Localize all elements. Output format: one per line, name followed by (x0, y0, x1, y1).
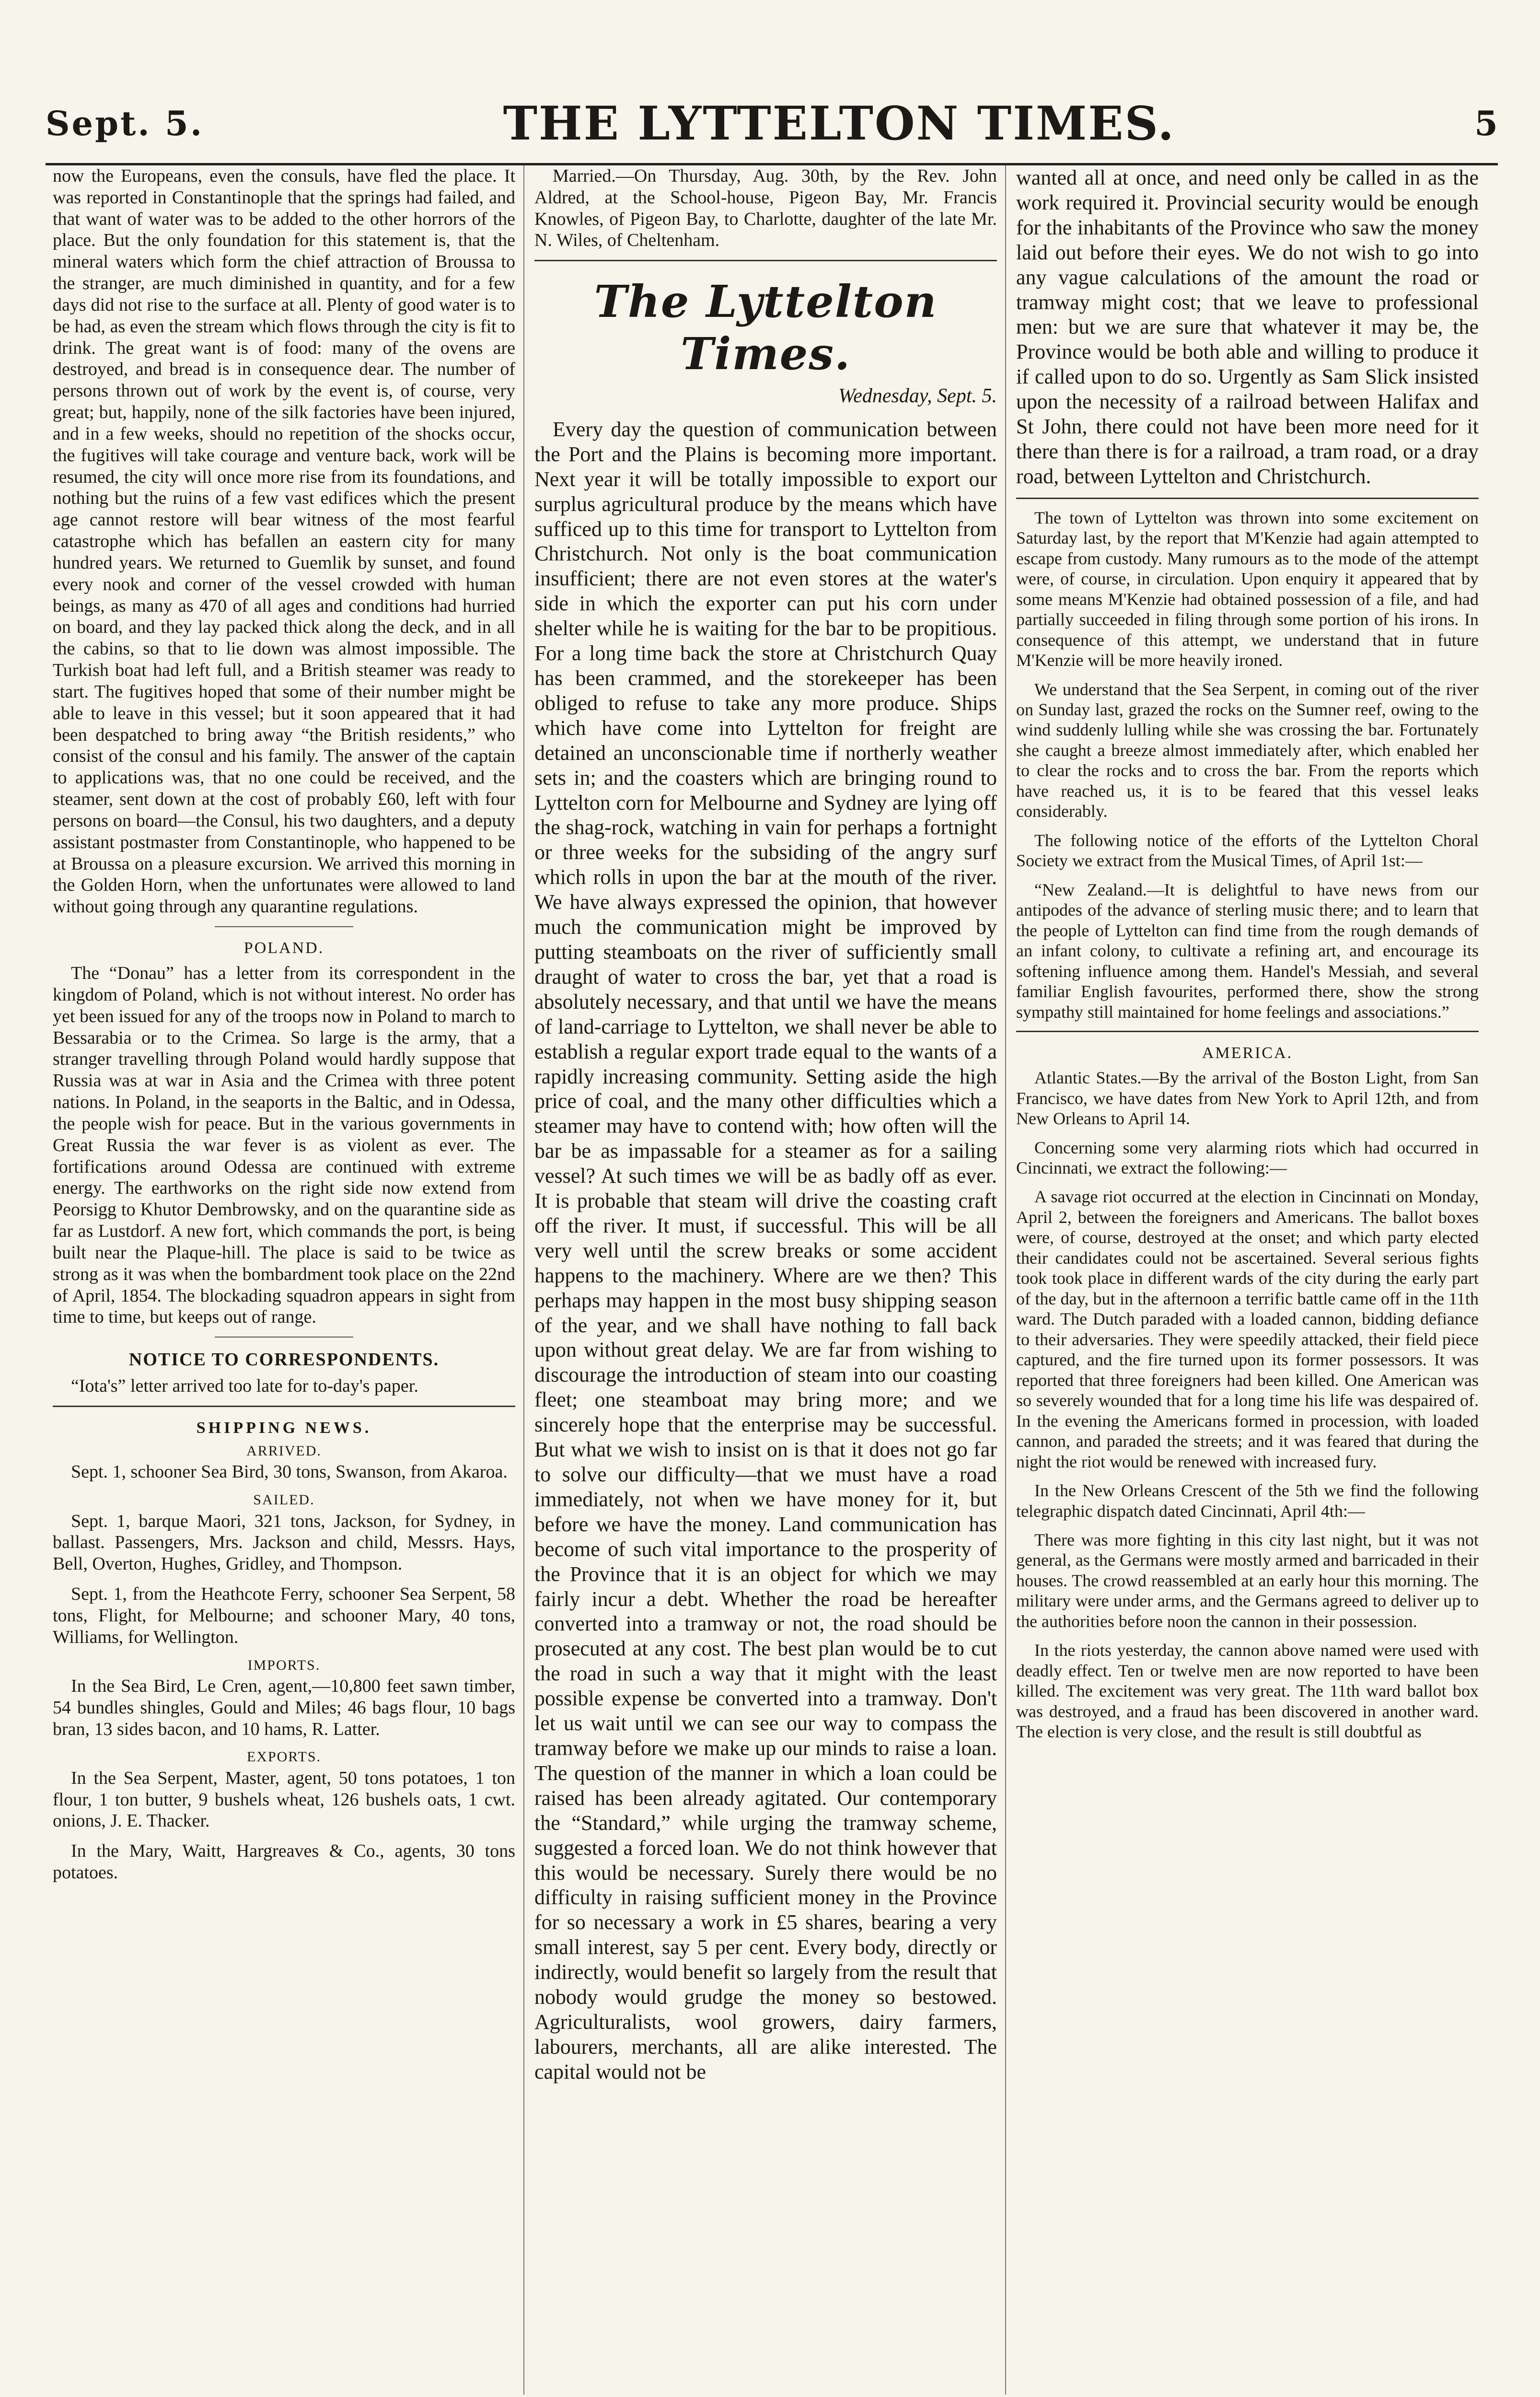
fighting-article: There was more fighting in this city last night, but it was not general, as the Germans were mostly armed and barricaded in their houses. The crowd reassembled at an early hour this morning. The military were under arms, and the Germans agreed to deliver up to the authorities before noon the cannon in their possession. (1016, 1530, 1479, 1631)
imports-text: In the Sea Bird, Le Cren, agent,—10,800 feet sawn timber, 54 bundles shingles, Gould and Miles; 46 bags flour, 10 bags bran, 13 sides bacon, and 10 hams, R. Latter. (53, 1676, 515, 1739)
america-heading: AMERICA. (1202, 1044, 1293, 1062)
marriage-notice: Married.—On Thursday, Aug. 30th, by the Rev. John Aldred, at the School-house, Pigeon Bay, Mr. Francis Knowles, of Pigeon Bay, to Charlotte, daughter of the late Mr. N. Wiles, of Cheltenham. (534, 166, 997, 251)
editorial-continued: wanted all at once, and need only be called in as the work required it. Provincial security would be enough for the inhabitants of the Province who saw the money laid out before their eyes. We do not wish to go into any vague calculations of the amount the road or tramway might cost; that we leave to professional men: but we are sure that whatever it may be, the Province would be both able and willing to produce it if called upon to do so. Urgently as Sam Slick insisted upon the necessity of a railroad between Halifax and St John, there could not have been more need for it there than there is for a railroad, a tram road, or a dray road, between Lyttelton and Christchurch. (1016, 166, 1479, 488)
broussa-article: now the Europeans, even the consuls, have fled the place. It was reported in Constantinople that the springs had failed, and that want of water was to be added to the other horrors of the place. But the only foundation for this statement is, that the mineral waters which form the chief attraction of Broussa to the stranger, are much diminished in quantity, and for a few days did not rise to the surface at all. Plenty of good water is to be had, as even the stream which flows through the city is fit to drink. The great want is of food: many of the ovens are destroyed, and bread is in consequence dear. The number of persons thrown out of work by the event is, of course, very great; but, happily, none of the silk factories have been injured, and in a few weeks, should no repetition of the shocks occur, the fugitives will take courage and venture back, work will be resumed, the city will once more rise from its foundations, and nothing but the ruins of a few vast edifices which the present age cannot restore will bear witness of the most fearful catastrophe which has befallen an eastern city for many hundred years. We returned to Guemlik by sunset, and found every nook and corner of the vessel crowded with human beings, as many as 470 of all ages and conditions had hurried on board, and they lay packed thick along the deck, and in all the cabins, so that to lie down was almost impossible. The Turkish boat had left full, and a British steamer was ready to start. The fugitives hoped that some of their number might be able to leave in this vessel; but it soon appeared that it had been despatched to bring away “the British residents,” who consist of the consul and his family. The answer of the captain to applications was, that no one could be received, and the steamer, sent down at the cost of probably £60, left with four persons on board—the Consul, his two daughters, and a deputy assistant postmaster from Constantinople, who happened to be at Broussa on a pleasure excursion. We arrived this morning in the Golden Horn, when the unfortunates were allowed to land without going through any quarantine regulations. (53, 166, 515, 917)
divider (1016, 498, 1479, 499)
editorial-masthead: The Lyttelton Times. (594, 276, 938, 380)
cincinnati-intro: Concerning some very alarming riots which had occurred in Cincinnati, we extract the following:— (1016, 1138, 1479, 1178)
divider (53, 1406, 515, 1407)
divider (215, 926, 354, 927)
column-1 (53, 165, 515, 2395)
poland-article: The “Donau” has a letter from its correspondent in the kingdom of Poland, which is not without interest. No order has yet been issued for any of the troops now in Poland to march to Bessarabia or to the Crimea. So large is the army, that a stranger travelling through Poland would hardly suppose that Russia was at war in Asia and the Crimea with three potent nations. In Poland, in the seaports in the Baltic, and in Odessa, the people wish for peace. But in the various governments in Great Russia the war fever is as violent as ever. The fortifications around Odessa are continued with extreme energy. The earthworks on the right side now extend from Peorsigg to Khutor Dembrowsky, and on the quarantine side as far as Lustdorf. A new fort, which commands the port, is being built near the Plaque-hill. The place is said to be twice as strong as it was when the bombardment took place on the 22nd of April, 1854. The blockading squadron appears in sight from time to time, but keeps out of range. (53, 963, 515, 1327)
page-number: 5 (1474, 104, 1498, 143)
divider (534, 260, 997, 261)
editorial-dateline: Wednesday, Sept. 5. (838, 385, 997, 407)
issue-date: Sept. 5. (46, 104, 204, 143)
choral-quote: “New Zealand.—It is delightful to have news from our antipodes of the advance of sterling music there; and to learn that the people of Lyttelton can find time from the rough demands of an infant colony, to cultivate a refining art, and encourage its softening influence among them. Handel's Messiah, and several familiar English favourites, performed there, show the strong sympathy still maintained for home feelings and associations.” (1016, 880, 1479, 1022)
editorial-text: Every day the question of communication between the Port and the Plains is becoming more important. Next year it will be totally impossible to export our surplus agricultural produce by the means which have sufficed up to this time for transport to Lyttelton from Christchurch. Not only is the boat communication insufficient; there are not even stores at the water's side in which the exporter can put his corn under shelter while he is waiting for the bar to be propitious. For a long time back the store at Christchurch Quay has been crammed, and the storekeeper has been obliged to refuse to take any more produce. Ships which have come into Lyttelton for freight are detained an unconscionable time if northerly weather sets in; and the coasters which are bringing round to Lyttelton corn for Melbourne and Sydney are lying off the shag-rock, watching in vain for perhaps a fortnight or three weeks for the subsiding of the angry surf which rolls in upon the bar at the mouth of the river. We have always expressed the opinion, that however much the communication might be improved by putting steamboats on the river of sufficiently small draught of water to cross the bar, yet that a road is absolutely necessary, and that until we have the means of land-carriage to Lyttelton, we shall never be able to establish a regular export trade equal to the wants of a rapidly increasing community. Setting aside the high price of coal, and the many other difficulties which a steamer may have to contend with; how often will the bar be as impassable for a steamer as for a sailing vessel? At such times we will be as badly off as ever. It is probable that steam will drive the coasting craft off the river. It must, if successful. This will be all very well until the screw breaks or some accident happens to the machinery. Where are we then? This perhaps may happen in the most busy shipping season of the year, and we shall have nothing to fall back upon without great delay. We are far from wishing to discourage the introduction of steam into our coasting fleet; one steamboat may bring more; and we sincerely hope that the enterprise may be successful. But what we wish to insist on is that it does not go far to solve our difficulty—that we must have a road immediately, not when we have money for it, but before we have the money. Land communication has become of such vital importance to the prosperity of the Province that it is an object for which we may fairly incur a debt. Whether the road be hereafter converted into a tramway or not, the road should be prosecuted at any cost. The best plan would be to cut the road in such a way that it might with the least possible expense be converted into a tramway. Don't let us wait until we can see our way to compass the tramway before we make up our minds to raise a loan. The question of the manner in which a loan could be raised has been already agitated. Our contemporary the “Standard,” while urging the tramway scheme, suggested a forced loan. We do not think however that this would be necessary. Surely there would be no difficulty in raising sufficient money in the Province for so necessary a work in £5 shares, bearing a very small interest, say 5 per cent. Every body, directly or indirectly, would benefit so largely from the result that nobody would grudge the money so bestowed. Agriculturalists, wool growers, dairy farmers, labourers, merchants, all are alike interested. The capital would not be (534, 417, 997, 2083)
exports-text: In the Mary, Waitt, Hargreaves & Co., agents, 30 tons potatoes. (53, 1841, 515, 1883)
atlantic-states: Atlantic States.—By the arrival of the Boston Light, from San Francisco, we have dates from New York to April 12th, and from New Orleans to April 14. (1016, 1068, 1479, 1129)
column-3 (1016, 165, 1479, 2395)
newspaper-title: THE LYTTELTON TIMES. (503, 96, 1175, 151)
exports-heading: EXPORTS. (246, 1749, 322, 1765)
riots-yesterday-article: In the riots yesterday, the cannon above named were used with deadly effect. Ten or twelve men are now reported to have been killed. The excitement was very great. The 11th ward ballot box was destroyed, and a fraud has been discovered in another ward. The election is very close, and the result is still doubtful as (1016, 1641, 1479, 1742)
divider (215, 1337, 354, 1338)
arrived-heading: ARRIVED. (246, 1443, 322, 1459)
notice-heading: NOTICE TO CORRESPONDENTS. (128, 1350, 440, 1370)
column-2 (534, 165, 997, 2395)
sailed-heading: SAILED. (253, 1492, 315, 1508)
shipping-heading: SHIPPING NEWS. (196, 1419, 372, 1437)
sea-serpent-article: We understand that the Sea Serpent, in coming out of the river on Sunday last, grazed the rocks on the Sumner reef, owing to the wind suddenly lulling while she was crossing the bar. Fortunately she caught a breeze almost immediately after, which enabled her to clear the rocks and to cross the bar. From the reports which have reached us, it is to be feared that this vessel leaks considerably. (1016, 679, 1479, 821)
page-header (46, 84, 1498, 165)
exports-text: In the Sea Serpent, Master, agent, 50 tons potatoes, 1 ton flour, 1 ton butter, 9 bushels wheat, 126 bushels oats, 1 cwt. onions, J. E. Thacker. (53, 1768, 515, 1831)
imports-heading: IMPORTS. (247, 1657, 321, 1673)
notice-text: “Iota's” letter arrived too late for to-day's paper. (71, 1376, 418, 1396)
column-rule (1005, 165, 1006, 2395)
column-rule (523, 165, 524, 2395)
poland-heading: POLAND. (243, 939, 324, 957)
sailed-text: Sept. 1, from the Heathcote Ferry, schooner Sea Serpent, 58 tons, Flight, for Melbourne; and schooner Mary, 40 tons, Williams, for Wellington. (53, 1584, 515, 1647)
choral-intro: The following notice of the efforts of the Lyttelton Choral Society we extract from the Musical Times, of April 1st:— (1016, 830, 1479, 871)
arrived-text: Sept. 1, schooner Sea Bird, 30 tons, Swanson, from Akaroa. (71, 1462, 508, 1482)
sailed-text: Sept. 1, barque Maori, 321 tons, Jackson, for Sydney, in ballast. Passengers, Mrs. Jackson and child, Messrs. Hays, Bell, Overton, Hughes, Gridley, and Thompson. (53, 1511, 515, 1574)
riot-article: A savage riot occurred at the election in Cincinnati on Monday, April 2, between the foreigners and Americans. The ballot boxes were, of course, destroyed at the onset; and which party elected their candidates could not be ascertained. Several serious fights took took place in different wards of the city during the early part of the day, but in the afternoon a terrific battle came off in the 11th ward. The Dutch paraded with a loaded cannon, bidding defiance to their adversaries. They were speedily attacked, their field piece captured, and the fire turned upon its former possessors. It was reported that three foreigners had been killed. One American was so severely wounded that for a long time his life was despaired of. In the evening the Americans formed in procession, with loaded cannon, and paraded the streets; and it was feared that during the night the riot would be renewed with increased fury. (1016, 1187, 1479, 1471)
mkenzie-article: The town of Lyttelton was thrown into some excitement on Saturday last, by the report that M'Kenzie had again attempted to escape from custody. Many rumours as to the mode of the attempt were, of course, in circulation. Upon enquiry it appeared that by some means M'Kenzie had obtained possession of a file, and had partially succeeded in filing through some portion of his irons. In consequence of this attempt, we understand that in future M'Kenzie will be more heavily ironed. (1016, 508, 1479, 670)
divider (1016, 1031, 1479, 1032)
crescent-intro: In the New Orleans Crescent of the 5th we find the following telegraphic dispatch dated Cincinnati, April 4th:— (1016, 1481, 1479, 1521)
